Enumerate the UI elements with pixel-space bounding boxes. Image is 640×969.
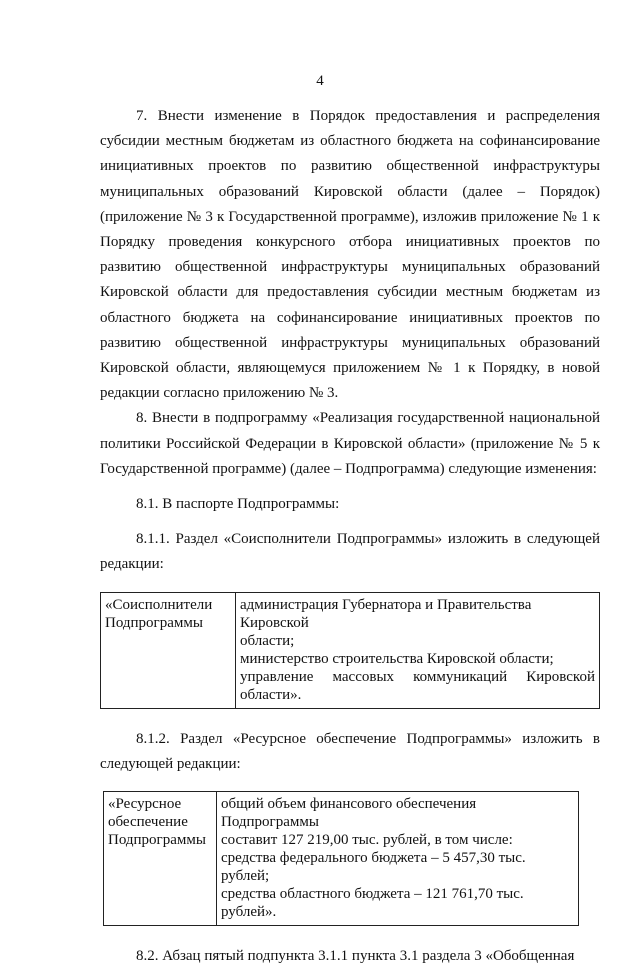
paragraph-8-1-1: 8.1.1. Раздел «Соисполнители Подпрограммы» изложить в следующей редакции: (100, 531, 600, 573)
paragraph-8-2: 8.2. Абзац пятый подпункта 3.1.1 пункта 3.1 раздела 3 «Обобщенная (136, 948, 575, 965)
table-value-line: средства областного бюджета – 121 761,70 тыс. рублей». (221, 886, 524, 921)
table-value-line: управление массовых коммуникаций Кировской (240, 668, 595, 685)
table-value-line: средства федерального бюджета – 5 457,30 тыс. рублей; (221, 850, 526, 885)
document-body (100, 104, 600, 969)
coexecutors-table (100, 592, 600, 709)
table-value-line: составит 127 219,00 тыс. рублей, в том числе: (221, 832, 513, 849)
table-row (101, 592, 600, 708)
table-label-line: «Соисполнители (105, 596, 213, 613)
table-value-line: области; (240, 632, 295, 649)
page-number: 4 (316, 73, 324, 89)
table-label-line: «Ресурсное (108, 796, 182, 813)
table-value-line: министерство строительства Кировской области; (240, 650, 554, 667)
resource-table (103, 791, 579, 926)
coexecutors-value-cell (236, 592, 600, 708)
table-value-line: общий объем финансового обеспечения Подпрограммы (221, 796, 477, 831)
table-label-line: Подпрограммы (108, 832, 206, 849)
table-value-line: администрация Губернатора и Правительства Кировской (240, 596, 532, 631)
paragraph-7: 7. Внести изменение в Порядок предоставления и распределения субсидии местным бюджетам из областного бюджета на софинансирование инициативных проектов по развитию общественной инфраструктуры муниципальных образований Кировской области (далее – Порядок) (приложение № 3 к Государственной программе), изложив приложение № 1 к Порядку проведения конкурсного отбора инициативных проектов по развитию общественной инфраструктуры муниципальных образований Кировской области для предоставления субсидии местным бюджетам из областного бюджета на софинансирование инициативных проектов по развитию общественной инфраструктуры муниципальных образований Кировской области, являющемуся приложением № 1 к Порядку, в новой редакции согласно приложению № 3. (100, 108, 600, 402)
coexecutors-label-cell (101, 592, 236, 708)
table-label-line: обеспечение (108, 814, 188, 831)
table-label-line: Подпрограммы (105, 614, 203, 631)
resource-label-cell (104, 792, 217, 926)
table-value-line: области». (240, 686, 302, 703)
paragraph-8-1-2: 8.1.2. Раздел «Ресурсное обеспечение Подпрограммы» изложить в следующей редакции: (100, 730, 600, 772)
paragraph-8-1: 8.1. В паспорте Подпрограммы: (136, 496, 340, 513)
paragraph-8: 8. Внести в подпрограмму «Реализация государственной национальной политики Российской Федерации в Кировской области» (приложение № 5 к Государственной программе) (далее – Подпрограмма) следующие изменения: (100, 410, 600, 477)
resource-value-cell (217, 792, 579, 926)
table-row (104, 792, 579, 926)
